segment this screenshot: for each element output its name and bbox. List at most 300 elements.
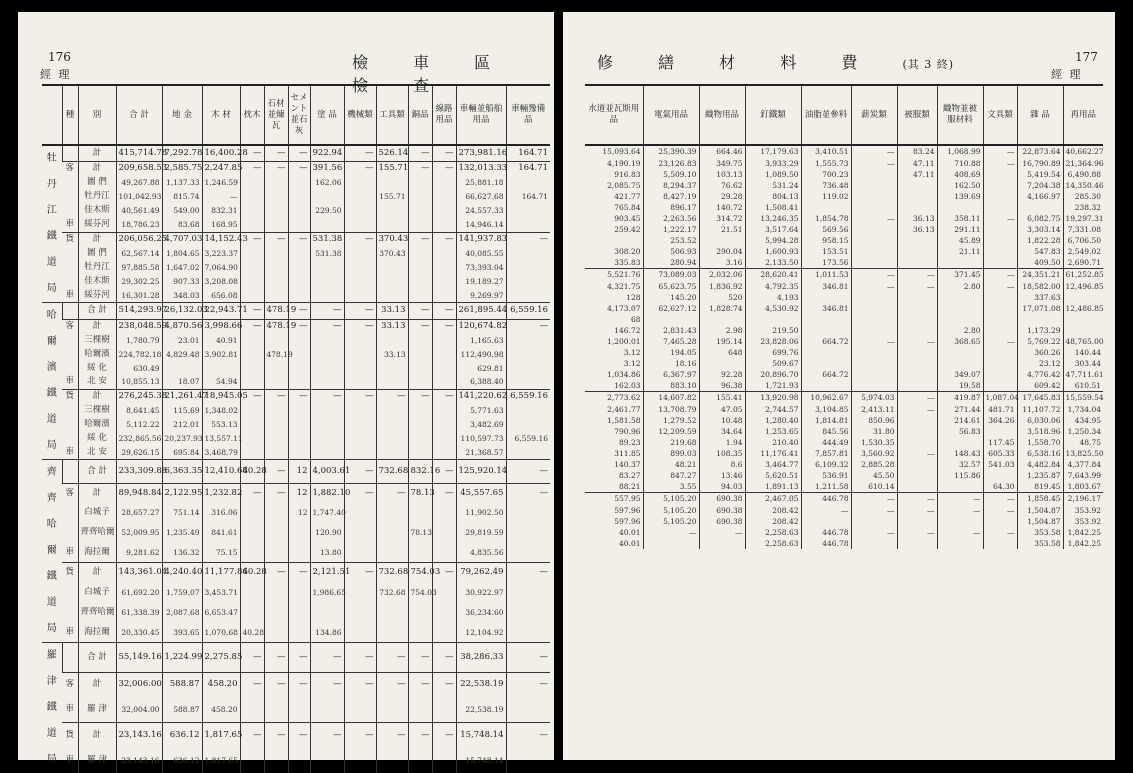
value-cell [432, 603, 456, 623]
value-cell: 253.52 [643, 235, 699, 246]
value-cell: 610.14 [851, 481, 897, 492]
right-title-text: 修 繕 材 料 費 [597, 53, 877, 72]
value-cell: 17,071.08 [1017, 303, 1063, 314]
table-row [42, 483, 550, 503]
value-cell: — [432, 319, 456, 333]
value-cell: 2,121.51 [310, 563, 344, 583]
value-cell [897, 369, 937, 380]
value-cell: 45.89 [937, 235, 983, 246]
value-cell: 40.28 [240, 623, 264, 643]
value-cell: 5,112.22 [116, 417, 162, 431]
value-cell: — [432, 643, 456, 673]
value-cell [432, 375, 456, 389]
value-cell [264, 274, 288, 288]
value-cell [506, 375, 550, 389]
value-cell [897, 246, 937, 257]
value-cell [376, 260, 408, 274]
value-cell [983, 314, 1017, 325]
value-cell [937, 314, 983, 325]
value-cell: — [408, 319, 432, 333]
value-cell: 6,388.40 [456, 375, 506, 389]
value-cell [344, 204, 376, 218]
right-header-cell: 織物用品 [699, 85, 745, 145]
value-cell: — [264, 672, 288, 697]
value-cell: 125,920.14 [456, 460, 506, 484]
value-cell: — [432, 563, 456, 583]
value-cell: 3,223.37 [202, 246, 240, 260]
value-cell: 1,504.87 [1017, 516, 1063, 527]
table-row [585, 437, 1103, 448]
value-cell [897, 470, 937, 481]
value-cell: 164.71 [506, 145, 550, 162]
value-cell: 3.55 [643, 481, 699, 492]
row-label: 哈爾濱 [78, 347, 116, 361]
value-cell [506, 260, 550, 274]
value-cell: 531.38 [310, 232, 344, 246]
table-row [42, 417, 550, 431]
value-cell: 5,105.20 [643, 492, 699, 505]
row-label: 綏 化 [78, 431, 116, 445]
value-cell [408, 603, 432, 623]
value-cell: 349.07 [937, 369, 983, 380]
table-row [42, 389, 550, 403]
value-cell [937, 303, 983, 314]
value-cell [432, 748, 456, 773]
value-cell: 2,247.85 [202, 162, 240, 176]
table-row [585, 202, 1103, 213]
value-cell [851, 257, 897, 268]
value-cell [344, 246, 376, 260]
value-cell: 83.24 [897, 145, 937, 158]
value-cell: — [506, 643, 550, 673]
value-cell: — [408, 723, 432, 748]
value-cell: 155.71 [376, 190, 408, 204]
value-cell [288, 361, 310, 375]
value-cell: 4,166.97 [1017, 191, 1063, 202]
value-cell: 15,748.14 [456, 748, 506, 773]
value-cell: 132,013.33 [456, 162, 506, 176]
left-header-cell [42, 85, 62, 145]
value-cell [264, 190, 288, 204]
value-cell: 3,104.85 [801, 404, 851, 415]
value-cell [897, 516, 937, 527]
value-cell [432, 246, 456, 260]
type-label: 客 [62, 162, 78, 176]
value-cell [344, 190, 376, 204]
value-cell: 1,173.29 [1017, 325, 1063, 336]
value-cell: 56.83 [937, 426, 983, 437]
value-cell: — [376, 723, 408, 748]
value-cell: — [288, 672, 310, 697]
value-cell: 2,133.50 [745, 257, 801, 268]
value-cell: 40.01 [585, 527, 643, 538]
value-cell: 514,293.97 [116, 303, 162, 320]
value-cell [801, 347, 851, 358]
value-cell: 7,292.78 [162, 145, 202, 162]
value-cell: 478.19 [264, 347, 288, 361]
table-row [585, 303, 1103, 314]
value-cell [937, 347, 983, 358]
value-cell: 4,829.48 [162, 347, 202, 361]
value-cell [344, 417, 376, 431]
value-cell [240, 583, 264, 603]
value-cell [376, 176, 408, 190]
value-cell: 140.44 [1063, 347, 1103, 358]
value-cell [344, 403, 376, 417]
value-cell: 36.13 [897, 213, 937, 224]
value-cell: — [506, 483, 550, 503]
value-cell [983, 380, 1017, 391]
value-cell [376, 417, 408, 431]
value-cell [310, 218, 344, 232]
table-row [585, 380, 1103, 391]
value-cell [897, 235, 937, 246]
value-cell [264, 333, 288, 347]
value-cell: 140.72 [699, 202, 745, 213]
value-cell: — [202, 190, 240, 204]
value-cell: 348.03 [162, 288, 202, 302]
value-cell: 421.77 [585, 191, 643, 202]
value-cell: 446.78 [801, 527, 851, 538]
value-cell [408, 623, 432, 643]
value-cell [310, 260, 344, 274]
row-label: 羅 津 [78, 748, 116, 773]
value-cell: 96.38 [699, 380, 745, 391]
value-cell: 12,104.92 [456, 623, 506, 643]
value-cell: 6,559.16 [506, 389, 550, 403]
value-cell: 112,490.98 [456, 347, 506, 361]
value-cell: 597.96 [585, 516, 643, 527]
value-cell: 710.88 [937, 158, 983, 169]
value-cell: 195.14 [699, 336, 745, 347]
row-label: 計 [78, 672, 116, 697]
value-cell [851, 347, 897, 358]
value-cell [288, 176, 310, 190]
value-cell [240, 361, 264, 375]
value-cell: 790.96 [585, 426, 643, 437]
value-cell [983, 538, 1017, 549]
left-header-cell: 石材並煉 瓦 [264, 85, 288, 145]
left-header-cell: 車輛豫備 品 [506, 85, 550, 145]
type-label: 車 [62, 623, 78, 643]
table-row [42, 246, 550, 260]
row-label: 三棵樹 [78, 403, 116, 417]
value-cell [851, 180, 897, 191]
row-label: 北 安 [78, 445, 116, 459]
value-cell: 526.14 [376, 145, 408, 162]
value-cell [897, 325, 937, 336]
table-row [585, 358, 1103, 369]
value-cell: 62,627.12 [643, 303, 699, 314]
value-cell [240, 603, 264, 623]
value-cell: 609.42 [1017, 380, 1063, 391]
value-cell: 25,881.18 [456, 176, 506, 190]
value-cell: 2,744.57 [745, 404, 801, 415]
value-cell: 736.48 [801, 180, 851, 191]
value-cell: 219.68 [643, 437, 699, 448]
value-cell: 4,870.56 [162, 319, 202, 333]
value-cell: — [432, 162, 456, 176]
value-cell [897, 292, 937, 303]
value-cell [162, 361, 202, 375]
value-cell [432, 288, 456, 302]
table-row [585, 257, 1103, 268]
value-cell: 208.42 [745, 505, 801, 516]
table-row [585, 426, 1103, 437]
value-cell [288, 274, 310, 288]
value-cell: 4,003.61 [310, 460, 344, 484]
left-header-cell: 塗 品 [310, 85, 344, 145]
table-row [585, 292, 1103, 303]
table-row [42, 303, 550, 320]
value-cell: 6,367.97 [643, 369, 699, 380]
value-cell: 415,714.78 [116, 145, 162, 162]
value-cell: 17,179.63 [745, 145, 801, 158]
value-cell: 4,377.84 [1063, 459, 1103, 470]
value-cell: 409.50 [1017, 257, 1063, 268]
value-cell [506, 583, 550, 603]
value-cell: 23,143.16 [116, 748, 162, 773]
value-cell: 6,653.47 [202, 603, 240, 623]
row-label: 計 [78, 145, 116, 162]
value-cell [801, 202, 851, 213]
value-cell: 15,559.54 [1063, 391, 1103, 404]
value-cell: — [288, 389, 310, 403]
value-cell: 78.13 [408, 483, 432, 503]
table-row [585, 481, 1103, 492]
value-cell: — [506, 672, 550, 697]
value-cell [506, 697, 550, 722]
type-label: 貨 [62, 563, 78, 583]
value-cell: 2,258.63 [745, 538, 801, 549]
value-cell: 2,467.05 [745, 492, 801, 505]
value-cell: 1,817.65 [202, 723, 240, 748]
value-cell: — [264, 389, 288, 403]
value-cell [288, 260, 310, 274]
value-cell [643, 538, 699, 549]
value-cell: 24,557.33 [456, 204, 506, 218]
value-cell [240, 523, 264, 543]
value-cell: 368.65 [937, 336, 983, 347]
value-cell: 314.72 [699, 213, 745, 224]
value-cell [376, 333, 408, 347]
table-row [585, 191, 1103, 202]
value-cell: 11,902.50 [456, 503, 506, 523]
value-cell: 832.31 [202, 204, 240, 218]
value-cell: 19.58 [937, 380, 983, 391]
left-header-cell: 枕木 [240, 85, 264, 145]
table-row [42, 543, 550, 563]
value-cell [937, 481, 983, 492]
value-cell [937, 358, 983, 369]
value-cell [264, 523, 288, 543]
row-label: 白城子 [78, 583, 116, 603]
value-cell: 2,461.77 [585, 404, 643, 415]
value-cell: — [897, 505, 937, 516]
value-cell [801, 516, 851, 527]
value-cell: 22,538.19 [456, 672, 506, 697]
value-cell [897, 191, 937, 202]
table-row [585, 538, 1103, 549]
value-cell [344, 176, 376, 190]
row-label: 佳木斯 [78, 204, 116, 218]
value-cell: 13,708.79 [643, 404, 699, 415]
value-cell: 597.96 [585, 505, 643, 516]
value-cell [983, 516, 1017, 527]
value-cell [310, 190, 344, 204]
value-cell: 6,559.16 [506, 303, 550, 320]
type-label [62, 431, 78, 445]
table-row [42, 260, 550, 274]
value-cell: 6,538.16 [1017, 448, 1063, 459]
table-row [585, 235, 1103, 246]
value-cell [288, 246, 310, 260]
value-cell: 108.35 [699, 448, 745, 459]
value-cell: — [432, 389, 456, 403]
left-page-title: 檢 車 區 檢 查 [352, 50, 554, 96]
value-cell [643, 314, 699, 325]
table-row [42, 723, 550, 748]
value-cell: 9,281.62 [116, 543, 162, 563]
table-row [42, 748, 550, 773]
value-cell: 33.13 [376, 303, 408, 320]
value-cell [240, 176, 264, 190]
value-cell: — [801, 505, 851, 516]
value-cell [288, 375, 310, 389]
value-cell: 10,855.13 [116, 375, 162, 389]
value-cell [897, 538, 937, 549]
value-cell: 1,822.28 [1017, 235, 1063, 246]
left-header-cell: 車輛並船舶用品 [456, 85, 506, 145]
row-label: 合 計 [78, 643, 116, 673]
value-cell: 232,865.56 [116, 431, 162, 445]
value-cell [432, 623, 456, 643]
table-row [42, 643, 550, 673]
value-cell: — [851, 158, 897, 169]
value-cell [937, 292, 983, 303]
value-cell [310, 288, 344, 302]
value-cell: 18.07 [162, 375, 202, 389]
value-cell: — [264, 483, 288, 503]
value-cell [240, 218, 264, 232]
value-cell: 11,107.72 [1017, 404, 1063, 415]
value-cell: — [983, 527, 1017, 538]
value-cell: 349.75 [699, 158, 745, 169]
value-cell: — [851, 492, 897, 505]
value-cell: 569.56 [801, 224, 851, 235]
value-cell [310, 375, 344, 389]
row-label: 海拉爾 [78, 623, 116, 643]
value-cell: 32.57 [937, 459, 983, 470]
value-cell: 6,109.32 [801, 459, 851, 470]
value-cell: — [897, 448, 937, 459]
left-header-cell: 木 材 [202, 85, 240, 145]
row-label: 計 [78, 723, 116, 748]
value-cell [801, 314, 851, 325]
group-name: 羅津鐵道局 [42, 643, 62, 773]
value-cell: 271.44 [937, 404, 983, 415]
value-cell: 12,209.59 [643, 426, 699, 437]
value-cell [376, 403, 408, 417]
value-cell: — [983, 268, 1017, 281]
value-cell: 173.56 [801, 257, 851, 268]
value-cell [344, 333, 376, 347]
value-cell [983, 246, 1017, 257]
table-row [42, 445, 550, 459]
value-cell [408, 697, 432, 722]
value-cell: 916.83 [585, 169, 643, 180]
value-cell [240, 431, 264, 445]
value-cell [240, 246, 264, 260]
value-cell: 1,246.59 [202, 176, 240, 190]
value-cell: — [344, 232, 376, 246]
type-label [62, 260, 78, 274]
right-data-table [585, 84, 1103, 549]
value-cell [288, 523, 310, 543]
value-cell [344, 347, 376, 361]
value-cell [1063, 292, 1103, 303]
value-cell [432, 403, 456, 417]
value-cell [408, 218, 432, 232]
value-cell: 3,303.14 [1017, 224, 1063, 235]
value-cell: 6,082.75 [1017, 213, 1063, 224]
value-cell: 732.68 [376, 460, 408, 484]
value-cell: 17,645.83 [1017, 391, 1063, 404]
value-cell: 3,518.96 [1017, 426, 1063, 437]
value-cell: 1,504.87 [1017, 505, 1063, 516]
type-label [62, 361, 78, 375]
value-cell: — [310, 723, 344, 748]
value-cell: 4,707.03 [162, 232, 202, 246]
value-cell: 38,286.33 [456, 643, 506, 673]
value-cell: 66,627.68 [456, 190, 506, 204]
value-cell: 33.13 [376, 347, 408, 361]
value-cell: — [937, 527, 983, 538]
value-cell [240, 274, 264, 288]
row-label: 白城子 [78, 503, 116, 523]
value-cell [240, 403, 264, 417]
value-cell [506, 218, 550, 232]
value-cell: 4,193 [745, 292, 801, 303]
type-label: 車 [62, 218, 78, 232]
value-cell: 690.38 [699, 492, 745, 505]
value-cell [506, 543, 550, 563]
value-cell [432, 445, 456, 459]
value-cell: — [506, 563, 550, 583]
value-cell: 21.51 [699, 224, 745, 235]
value-cell: 2,263.56 [643, 213, 699, 224]
value-cell: — [264, 162, 288, 176]
type-label [62, 460, 78, 484]
value-cell: 1,581.58 [585, 415, 643, 426]
value-cell [506, 417, 550, 431]
value-cell [506, 333, 550, 347]
value-cell: 3,468.79 [202, 445, 240, 459]
value-cell [1017, 202, 1063, 213]
value-cell: 6,706.50 [1063, 235, 1103, 246]
table-row [42, 431, 550, 445]
value-cell: — [432, 483, 456, 503]
value-cell: 1,253.65 [745, 426, 801, 437]
value-cell: — [408, 672, 432, 697]
value-cell: — [344, 145, 376, 162]
value-cell: 1,280.40 [745, 415, 801, 426]
type-label: 客 [62, 672, 78, 697]
value-cell: 162.03 [585, 380, 643, 391]
value-cell: — [240, 723, 264, 748]
row-label: 計 [78, 319, 116, 333]
value-cell [264, 417, 288, 431]
